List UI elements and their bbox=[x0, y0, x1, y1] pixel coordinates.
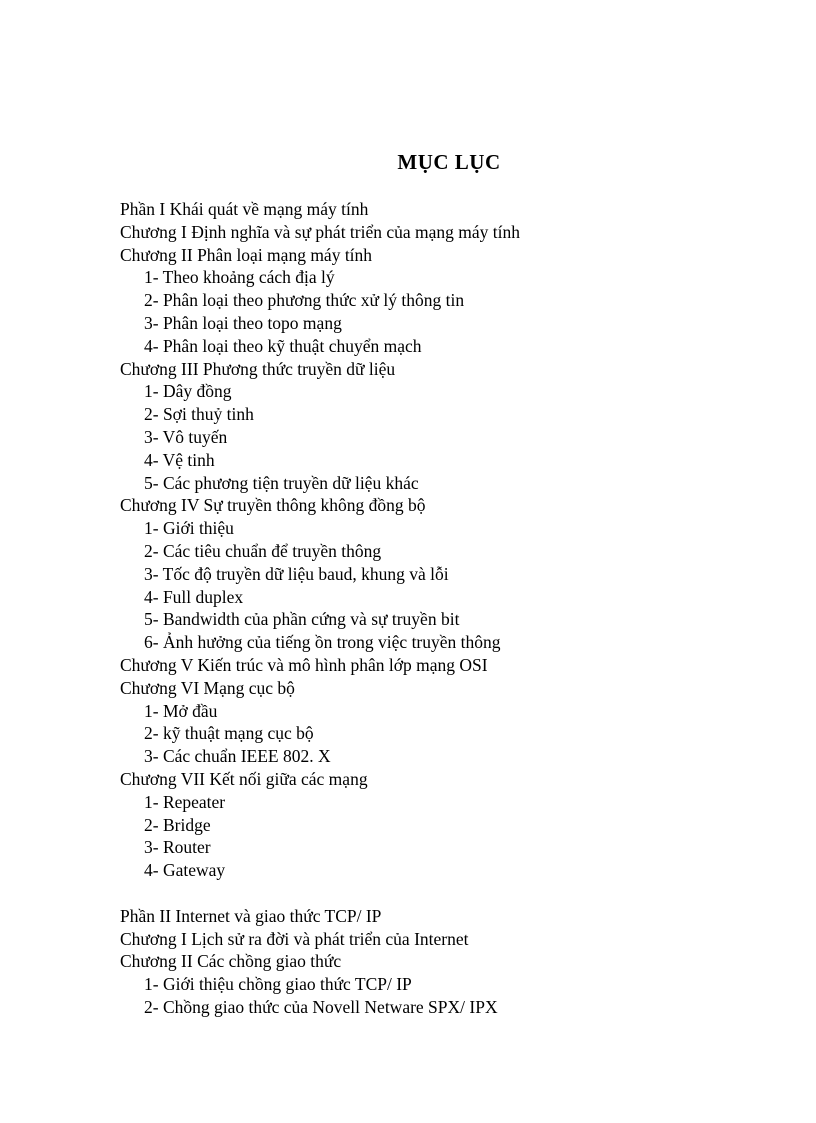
section-item: 6- Ảnh hưởng của tiếng ồn trong việc truyền thông bbox=[144, 632, 501, 653]
section-item: 5- Các phương tiện truyền dữ liệu khác bbox=[144, 472, 419, 493]
chapter-heading: Chương V Kiến trúc và mô hình phân lớp mạng OSI bbox=[120, 654, 488, 675]
section-item: 2- kỹ thuật mạng cục bộ bbox=[144, 723, 314, 744]
section-item: 2- Phân loại theo phương thức xử lý thông tin bbox=[144, 290, 465, 311]
section-item: 5- Bandwidth của phần cứng và sự truyền bit bbox=[144, 609, 460, 630]
section-item: 4- Gateway bbox=[144, 860, 226, 881]
section-item: 1- Theo khoảng cách địa lý bbox=[144, 267, 335, 288]
part-heading: Phần II Internet và giao thức TCP/ IP bbox=[120, 905, 382, 926]
page-title: MỤC LỤC bbox=[397, 150, 501, 174]
section-item: 1- Dây đồng bbox=[144, 381, 232, 402]
section-item: 3- Các chuẩn IEEE 802. X bbox=[144, 746, 331, 767]
section-item: 3- Phân loại theo topo mạng bbox=[144, 312, 342, 333]
chapter-heading: Chương VII Kết nối giữa các mạng bbox=[120, 768, 368, 789]
chapter-heading: Chương IV Sự truyền thông không đồng bộ bbox=[120, 495, 426, 516]
part-heading: Phần I Khái quát về mạng máy tính bbox=[120, 199, 369, 219]
section-item: 2- Các tiêu chuẩn để truyền thông bbox=[144, 540, 382, 561]
chapter-heading: Chương II Các chồng giao thức bbox=[120, 951, 342, 972]
table-of-contents bbox=[120, 198, 800, 1019]
section-item: 4- Phân loại theo kỹ thuật chuyển mạch bbox=[144, 335, 422, 356]
section-item: 2- Sợi thuỷ tinh bbox=[144, 404, 254, 425]
section-item: 1- Giới thiệu bbox=[144, 518, 234, 539]
section-item: 3- Tốc độ truyền dữ liệu baud, khung và lỗi bbox=[144, 563, 449, 584]
chapter-heading: Chương I Lịch sử ra đời và phát triển của Internet bbox=[120, 928, 469, 949]
section-item: 3- Vô tuyến bbox=[144, 426, 228, 447]
section-item: 3- Router bbox=[144, 837, 211, 858]
chapter-heading: Chương II Phân loại mạng máy tính bbox=[120, 244, 373, 265]
section-item: 2- Chồng giao thức của Novell Netware SPX/ IPX bbox=[144, 996, 498, 1017]
spacer bbox=[120, 882, 800, 905]
section-item: 1- Mở đầu bbox=[144, 700, 218, 721]
section-item: 1- Repeater bbox=[144, 791, 226, 812]
section-item: 4- Vệ tinh bbox=[144, 449, 215, 470]
chapter-heading: Chương VI Mạng cục bộ bbox=[120, 677, 295, 698]
chapter-heading: Chương I Định nghĩa và sự phát triển của mạng máy tính bbox=[120, 221, 521, 242]
section-item: 2- Bridge bbox=[144, 814, 211, 835]
section-item: 1- Giới thiệu chồng giao thức TCP/ IP bbox=[144, 974, 412, 995]
section-item: 4- Full duplex bbox=[144, 586, 244, 607]
chapter-heading: Chương III Phương thức truyền dữ liệu bbox=[120, 358, 396, 379]
